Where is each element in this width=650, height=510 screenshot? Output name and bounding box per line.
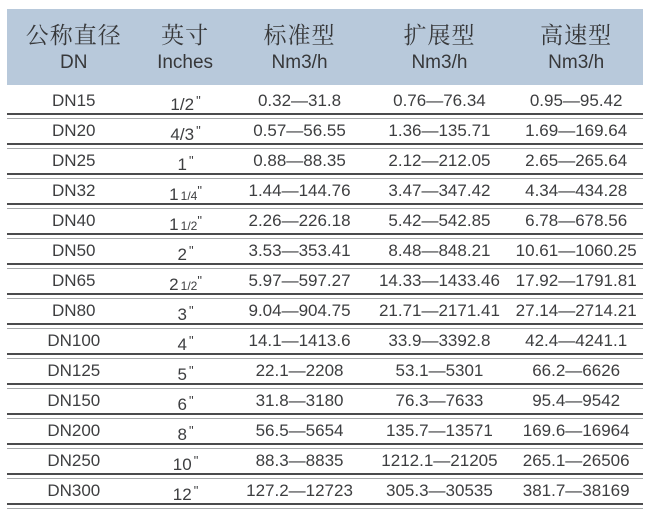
- highspeed-range-cell: 265.1—26506: [522, 451, 630, 470]
- extended-range-cell: 76.3—7633: [395, 391, 484, 410]
- table-row-dn125: [7, 359, 643, 383]
- inches-cell: [141, 239, 230, 268]
- header-col-extended: [369, 20, 509, 75]
- inch-base: 10: [172, 455, 192, 474]
- dn-cell: DN150: [47, 391, 101, 410]
- dn-cell: DN65: [52, 271, 96, 290]
- inches-cell: [141, 89, 230, 118]
- inches-cell: [141, 269, 230, 298]
- inches-cell: [141, 149, 230, 178]
- table-row-dn25: [7, 149, 643, 173]
- inch-frac: 1/2: [180, 279, 198, 293]
- extended-range-cell: 305.3—30535: [386, 481, 493, 500]
- standard-range-cell: 0.57—56.55: [253, 121, 346, 140]
- inches-cell: [141, 479, 230, 508]
- standard-range-cell: 0.88—88.35: [253, 151, 346, 170]
- header-dn-zh: 公称直径: [25, 21, 122, 48]
- inch-base: 8: [177, 425, 187, 444]
- standard-range-cell: 127.2—12723: [246, 481, 353, 500]
- header-col-standard: [230, 20, 370, 75]
- standard-range-cell: 0.32—31.8: [257, 91, 342, 110]
- inch-base: 3: [177, 305, 187, 324]
- highspeed-range-cell: 2.65—265.64: [525, 151, 628, 170]
- highspeed-range-cell: 42.4—4241.1: [525, 331, 628, 350]
- inch-mark: ": [197, 273, 201, 288]
- dn-cell: DN80: [52, 301, 96, 320]
- inches-cell: [141, 299, 230, 328]
- header-highspeed-en: Nm3/h: [548, 51, 605, 73]
- dn-cell: DN15: [52, 91, 96, 110]
- header-inches-en: Inches: [157, 51, 214, 73]
- inch-mark: ": [188, 333, 193, 348]
- table-body: [7, 89, 643, 509]
- inch-base: 1/2: [170, 95, 195, 114]
- inches-cell: [141, 119, 230, 148]
- extended-range-cell: 5.42—542.85: [388, 211, 491, 230]
- inches-cell: [141, 389, 230, 418]
- header-dn-en: DN: [60, 51, 88, 73]
- inch-base: 2: [177, 245, 187, 264]
- highspeed-range-cell: 6.78—678.56: [525, 211, 628, 230]
- header-highspeed-zh: 高速型: [540, 21, 613, 48]
- highspeed-range-cell: 1.69—169.64: [525, 121, 628, 140]
- header-col-highspeed: [509, 20, 643, 75]
- extended-range-cell: 53.1—5301: [395, 361, 484, 380]
- inch-mark: ": [196, 93, 200, 108]
- inch-mark: ": [197, 213, 201, 228]
- inch-mark: ": [188, 303, 193, 318]
- header-extended-zh: 扩展型: [403, 21, 476, 48]
- extended-range-cell: 14.33—1433.46: [378, 271, 500, 290]
- standard-range-cell: 56.5—5654: [255, 421, 344, 440]
- table-row-dn80: [7, 299, 643, 323]
- highspeed-range-cell: 27.14—2714.21: [515, 301, 637, 320]
- table-row-dn65: [7, 269, 643, 293]
- highspeed-range-cell: 10.61—1060.25: [515, 241, 637, 260]
- table-row-dn15: [7, 89, 643, 113]
- standard-range-cell: 9.04—904.75: [248, 301, 351, 320]
- extended-range-cell: 8.48—848.21: [388, 241, 491, 260]
- dn-cell: DN50: [52, 241, 96, 260]
- extended-range-cell: 1212.1—21205: [381, 451, 498, 470]
- dn-cell: DN100: [47, 331, 101, 350]
- extended-range-cell: 0.76—76.34: [393, 91, 486, 110]
- table-row-dn50: [7, 239, 643, 263]
- inch-mark: ": [193, 453, 198, 468]
- highspeed-range-cell: 17.92—1791.81: [515, 271, 637, 290]
- standard-range-cell: 31.8—3180: [255, 391, 344, 410]
- highspeed-range-cell: 169.6—16964: [522, 421, 630, 440]
- inches-cell: [141, 209, 230, 238]
- extended-range-cell: 21.71—2171.41: [378, 301, 500, 320]
- inch-base: 12: [172, 485, 192, 504]
- highspeed-range-cell: 0.95—95.42: [529, 91, 623, 110]
- table-row-dn40: [7, 209, 643, 233]
- table-row-dn250: [7, 449, 643, 473]
- extended-range-cell: 3.47—347.42: [388, 181, 491, 200]
- highspeed-range-cell: 95.4—9542: [532, 391, 621, 410]
- standard-range-cell: 14.1—1413.6: [248, 331, 351, 350]
- extended-range-cell: 1.36—135.71: [388, 121, 491, 140]
- extended-range-cell: 33.9—3392.8: [388, 331, 491, 350]
- inches-cell: [141, 359, 230, 388]
- standard-range-cell: 5.97—597.27: [248, 271, 351, 290]
- standard-range-cell: 22.1—2208: [255, 361, 344, 380]
- inches-cell: [141, 419, 230, 448]
- header-col-inches: [141, 20, 230, 75]
- table-row-dn150: [7, 389, 643, 413]
- inch-mark: ": [188, 243, 193, 258]
- inch-base: 1: [169, 215, 179, 234]
- table-row-dn300: [7, 479, 643, 503]
- inches-cell: [141, 449, 230, 478]
- standard-range-cell: 88.3—8835: [255, 451, 344, 470]
- dn-cell: DN300: [47, 481, 101, 500]
- inch-frac: 1/4: [180, 189, 198, 203]
- header-standard-en: Nm3/h: [271, 51, 328, 73]
- inches-cell: [141, 329, 230, 358]
- inch-base: 4/3: [170, 125, 195, 144]
- inch-frac: 1/2: [180, 219, 198, 233]
- highspeed-range-cell: 381.7—38169: [522, 481, 630, 500]
- table-row-dn32: [7, 179, 643, 203]
- dn-cell: DN40: [52, 211, 96, 230]
- standard-range-cell: 3.53—353.41: [248, 241, 351, 260]
- header-extended-en: Nm3/h: [411, 51, 468, 73]
- inches-cell: [141, 179, 230, 208]
- table-row-dn20: [7, 119, 643, 143]
- inch-mark: ": [188, 153, 193, 168]
- inch-base: 6: [177, 395, 187, 414]
- extended-range-cell: 2.12—212.05: [388, 151, 491, 170]
- inch-base: 4: [177, 335, 187, 354]
- dn-cell: DN32: [52, 181, 96, 200]
- inch-base: 5: [177, 365, 187, 384]
- dn-cell: DN125: [47, 361, 101, 380]
- inch-mark: ": [188, 423, 193, 438]
- inch-mark: ": [188, 363, 193, 378]
- dn-cell: DN200: [47, 421, 101, 440]
- inch-base: 1: [169, 185, 179, 204]
- dn-cell: DN250: [47, 451, 101, 470]
- standard-range-cell: 1.44—144.76: [248, 181, 351, 200]
- dn-cell: DN20: [52, 121, 96, 140]
- inch-base: 2: [169, 275, 179, 294]
- table-row-dn200: [7, 419, 643, 443]
- inch-mark: ": [196, 123, 200, 138]
- header-standard-zh: 标准型: [263, 21, 336, 48]
- inch-mark: ": [193, 483, 198, 498]
- inch-mark: ": [197, 183, 201, 198]
- highspeed-range-cell: 66.2—6626: [532, 361, 621, 380]
- header-inches-zh: 英寸: [161, 21, 210, 48]
- highspeed-range-cell: 4.34—434.28: [525, 181, 628, 200]
- extended-range-cell: 135.7—13571: [386, 421, 493, 440]
- dn-cell: DN25: [52, 151, 96, 170]
- table-header: [7, 9, 643, 85]
- inch-base: 1: [177, 155, 187, 174]
- inch-mark: ": [188, 393, 193, 408]
- header-col-dn: [7, 20, 141, 75]
- standard-range-cell: 2.26—226.18: [248, 211, 351, 230]
- table-row-dn100: [7, 329, 643, 353]
